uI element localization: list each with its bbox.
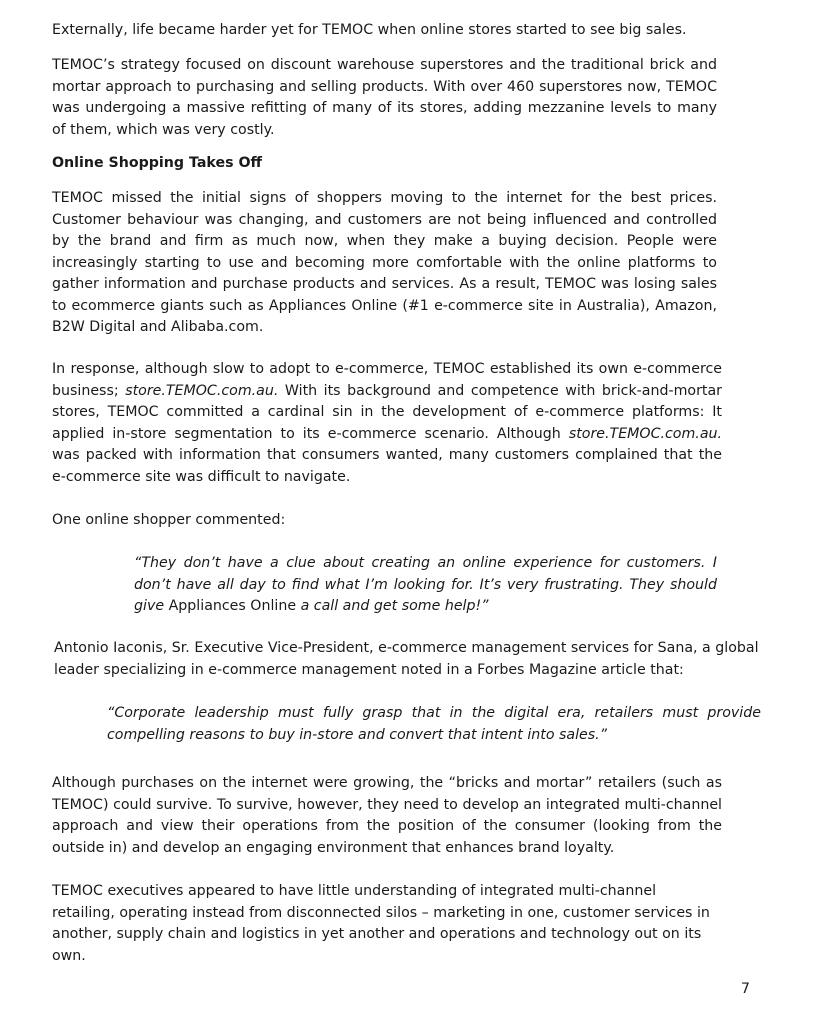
page-number: 7: [741, 981, 750, 997]
response-text-1: In response, although slow to adopt to e-commerce, TEMOC established its own e-commerce business;: [52, 361, 722, 399]
paragraph-response: [52, 359, 722, 488]
website-name: store.TEMOC.com.au.: [568, 425, 723, 442]
paragraph-missed: TEMOC missed the initial signs of shoppers moving to the internet for the best prices. Customer behaviour was changing, and customers are not being influenced and controlled by the brand and firm as much now, when they make a buying decision. People were increasingly starting to use and becoming more comfortable with the online platforms to gather information and purchase products and services. As a result, TEMOC was losing sales to ecommerce giants such as Appliances Online (#1 e-commerce site in Australia), Amazon, B2W Digital and Alibaba.com.: [52, 190, 717, 335]
paragraph-although: Although purchases on the internet were growing, the “bricks and mortar” retailers (such as TEMOC) could survive. To survive, however, they need to develop an integrated multi-channel approach and view their operations from the position of the consumer (looking from the outside in) and develop an engaging environment that enhances brand loyalty.: [52, 775, 722, 856]
shopper-quote-text-end: a call and get some help!”: [300, 598, 489, 614]
shopper-quote-name: Appliances Online: [168, 598, 297, 614]
website-name: store.TEMOC.com.au.: [125, 382, 279, 399]
paragraph-strategy: TEMOC’s strategy focused on discount warehouse superstores and the traditional brick and mortar approach to purchasing and selling products. With over 460 superstores now, TEMOC was undergoing a massive refitting of many of its stores, adding mezzanine levels to many of them, which was very costly.: [52, 57, 717, 138]
section-heading: Online Shopping Takes Off: [52, 155, 263, 171]
corporate-quote: “Corporate leadership must fully grasp that in the digital era, retailers must provide compelling reasons to buy in-store and convert that intent into sales.”: [107, 705, 761, 743]
response-text-2: With its background and competence with brick-and-mortar stores, TEMOC committed a cardinal sin in the development of e-commerce platforms: It applied in-store segmentation to its e-commerce scenario. Although: [52, 382, 723, 442]
response-text-3: was packed with information that consumers wanted, many customers complained that the e-commerce site was difficult to navigate.: [52, 447, 722, 485]
paragraph-externally: Externally, life became harder yet for TEMOC when online stores started to see big sales.: [52, 22, 687, 38]
paragraph-executives: TEMOC executives appeared to have little understanding of integrated multi-channel retailing, operating instead from disconnected silos – marketing in one, customer services in another, supply chain and logistics in yet another and operations and technology out on its own.: [52, 883, 710, 964]
paragraph-shopper-intro: One online shopper commented:: [52, 512, 286, 528]
shopper-quote: [134, 553, 717, 618]
shopper-quote-text: “They don’t have a clue about creating an online experience for customers. I don’t have all day to find what I’m looking for. It’s very frustrating. They should give: [134, 555, 717, 614]
paragraph-antonio: Antonio Iaconis, Sr. Executive Vice-President, e-commerce management services for Sana, a global leader specializing in e-commerce management noted in a Forbes Magazine article that:: [54, 640, 759, 678]
